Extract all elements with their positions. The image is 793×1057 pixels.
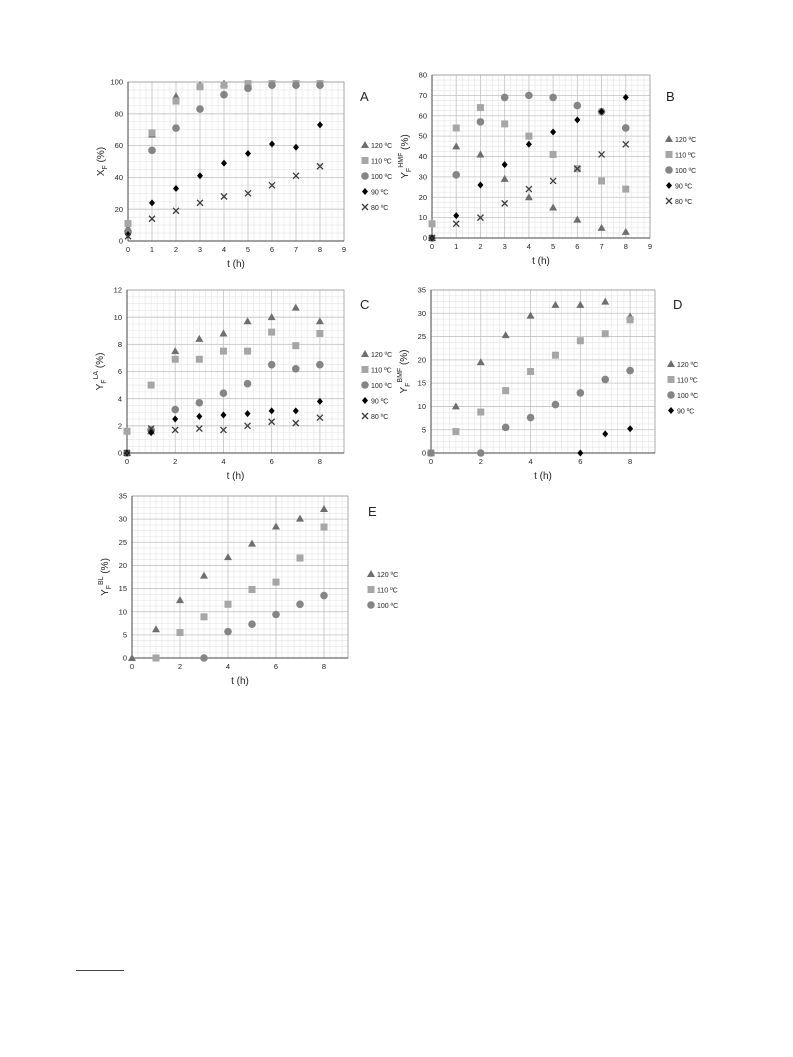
y-tick-label: 100 (110, 77, 123, 87)
data-point (598, 177, 605, 184)
data-point (550, 129, 556, 136)
data-point (268, 361, 276, 369)
legend-label: 100 ºC (371, 383, 393, 390)
data-point (551, 301, 559, 308)
data-point (574, 116, 580, 123)
data-point (317, 121, 323, 128)
legend-label: 90 ºC (371, 398, 389, 406)
legend-marker (361, 172, 369, 180)
data-point (173, 185, 179, 192)
legend-marker (667, 360, 675, 367)
y-tick-label: 60 (418, 111, 427, 121)
panel-label-d: D (673, 297, 683, 312)
y-tick-label: 8 (117, 339, 122, 349)
y-tick-label: 5 (122, 630, 127, 640)
legend-label: 80 ºC (371, 414, 389, 421)
x-tick-label: 3 (502, 242, 507, 251)
x-tick-label: 8 (623, 242, 628, 251)
data-point (220, 91, 228, 99)
data-point (316, 330, 323, 337)
data-point (316, 81, 324, 89)
y-axis-title-subscript: F (102, 165, 109, 170)
y-tick-label: 6 (117, 367, 122, 377)
data-point (316, 361, 324, 369)
data-point (502, 161, 508, 168)
legend-marker (361, 141, 369, 148)
data-point (249, 586, 256, 593)
data-point (125, 220, 132, 227)
panel-label-a: A (360, 89, 369, 104)
legend-label: 110 ºC (377, 587, 398, 595)
data-point (149, 199, 155, 206)
chart-panel-d (397, 286, 698, 482)
data-point (177, 629, 184, 636)
y-axis-title-symbol: Y (399, 386, 410, 394)
data-point (273, 579, 280, 586)
x-tick-label: 0 (129, 662, 135, 671)
data-point (429, 220, 436, 227)
y-axis-title-symbol: Y (95, 383, 106, 391)
data-point (321, 524, 328, 531)
data-point (244, 348, 251, 355)
data-point (244, 85, 252, 93)
data-point (248, 620, 256, 628)
data-point (501, 120, 508, 127)
legend-label: 100 ºC (371, 174, 393, 181)
data-point (269, 141, 275, 148)
data-point (221, 160, 227, 167)
data-point (477, 358, 485, 365)
data-point (269, 407, 275, 414)
data-point (598, 224, 606, 231)
data-point (502, 331, 510, 338)
data-point (296, 601, 304, 609)
x-tick-label: 4 (528, 457, 533, 466)
data-point (627, 425, 633, 432)
x-tick-label: 2 (478, 457, 483, 466)
y-axis-title (98, 558, 113, 596)
legend-label: 90 ºC (371, 189, 389, 197)
data-point (320, 592, 328, 600)
data-point (297, 555, 304, 562)
y-tick-label: 10 (417, 402, 426, 412)
data-point (320, 505, 328, 512)
legend-marker (362, 188, 368, 195)
legend-marker (667, 391, 675, 399)
data-point (172, 124, 180, 132)
x-axis-title: t (h) (227, 259, 245, 270)
legend-marker (362, 397, 368, 404)
x-tick-label: 8 (317, 245, 323, 254)
data-point (502, 387, 509, 394)
x-tick-label: 2 (173, 457, 178, 466)
x-tick-label: 8 (321, 662, 327, 671)
y-axis-title-unit: (%) (400, 134, 411, 153)
data-point (244, 380, 252, 388)
y-axis-title-unit: (%) (96, 146, 107, 166)
data-point (577, 337, 584, 344)
data-point (549, 203, 557, 210)
data-point (627, 316, 634, 323)
data-point (602, 430, 608, 437)
y-tick-label: 10 (113, 312, 122, 322)
panel-label-c: C (360, 297, 370, 312)
legend-label: 100 ºC (377, 603, 399, 610)
data-point (272, 611, 280, 619)
y-tick-label: 10 (418, 213, 427, 223)
x-tick-label: 5 (245, 245, 251, 254)
y-tick-label: 0 (421, 448, 426, 458)
y-axis-title-symbol: X (96, 169, 107, 177)
y-tick-label: 20 (418, 192, 427, 202)
x-tick-label: 7 (599, 242, 604, 251)
legend-marker (361, 350, 369, 357)
legend-label: 120 ºC (675, 137, 697, 144)
x-tick-label: 1 (149, 245, 155, 254)
data-point (452, 428, 459, 435)
data-point (293, 407, 299, 414)
data-point (221, 82, 228, 89)
data-point (153, 655, 160, 662)
legend-marker (668, 407, 674, 414)
x-tick-label: 9 (341, 245, 347, 254)
data-point (220, 389, 228, 397)
x-tick-label: 2 (173, 245, 179, 254)
chart-panel-a (96, 78, 392, 270)
legend-label: 120 ºC (377, 572, 399, 579)
data-point (316, 317, 324, 324)
x-tick-label: 0 (428, 457, 434, 466)
y-tick-label: 30 (418, 172, 427, 182)
x-tick-label: 6 (578, 457, 583, 466)
x-axis-title: t (h) (534, 471, 552, 482)
data-point (452, 171, 460, 179)
data-point (527, 368, 534, 375)
y-axis-title-superscript: BMF (397, 367, 404, 383)
y-tick-label: 15 (118, 584, 127, 594)
y-axis-title (398, 134, 413, 178)
y-axis-title-superscript: BL (98, 576, 105, 585)
data-point (622, 186, 629, 193)
legend-label: 110 ºC (371, 158, 392, 166)
y-tick-label: 12 (113, 285, 122, 295)
data-point (272, 523, 280, 530)
data-point (576, 301, 584, 308)
data-point (200, 654, 208, 662)
x-tick-label: 6 (575, 242, 580, 251)
data-point (452, 402, 460, 409)
data-point (201, 613, 208, 620)
y-tick-label: 40 (418, 152, 427, 162)
footnote-separator (76, 970, 124, 971)
data-point (622, 124, 630, 132)
y-tick-label: 4 (117, 394, 122, 404)
data-point (148, 147, 156, 155)
y-tick-label: 20 (417, 355, 426, 365)
legend-marker (362, 157, 369, 164)
y-axis-title-unit: (%) (399, 349, 410, 368)
data-point (245, 150, 251, 157)
data-point (171, 406, 179, 414)
legend-marker (362, 413, 368, 419)
y-tick-label: 50 (418, 131, 427, 141)
y-axis-title-unit: (%) (100, 558, 111, 577)
data-point (602, 330, 609, 337)
data-point (268, 81, 276, 89)
y-tick-label: 5 (421, 425, 426, 435)
x-tick-label: 4 (225, 662, 231, 671)
y-axis-title-unit: (%) (95, 352, 106, 371)
y-tick-label: 25 (417, 332, 426, 342)
legend-marker (367, 570, 375, 577)
data-point (196, 399, 204, 407)
y-axis-title-superscript: LA (93, 370, 100, 380)
x-tick-label: 5 (551, 242, 556, 251)
x-tick-label: 0 (124, 457, 130, 466)
data-point (525, 133, 532, 140)
data-point (501, 175, 509, 182)
data-point (552, 401, 560, 409)
data-point (245, 410, 251, 417)
x-axis-title: t (h) (226, 471, 245, 482)
legend-label: 100 ºC (675, 168, 697, 175)
data-point (601, 376, 609, 384)
data-point (574, 102, 582, 110)
y-axis-title (96, 147, 109, 176)
x-tick-label: 4 (221, 245, 227, 254)
data-point (292, 365, 300, 373)
data-point (477, 409, 484, 416)
data-point (626, 367, 634, 375)
data-point (220, 348, 227, 355)
data-point (248, 540, 256, 547)
data-point (622, 228, 630, 235)
data-point (427, 449, 435, 457)
x-tick-label: 0 (125, 245, 131, 254)
y-tick-label: 25 (118, 537, 127, 547)
x-tick-label: 6 (269, 457, 274, 466)
y-tick-label: 30 (417, 308, 426, 318)
legend-marker (362, 366, 369, 373)
data-point (292, 342, 299, 349)
data-point (200, 572, 208, 579)
y-axis-title-subscript: F (101, 379, 108, 384)
data-point (176, 596, 184, 603)
chart-panel-e (98, 492, 398, 687)
y-axis-title-symbol: Y (100, 589, 111, 596)
x-tick-label: 2 (177, 662, 183, 671)
x-tick-label: 7 (293, 245, 299, 254)
legend-label: 100 ºC (677, 393, 699, 400)
y-tick-label: 70 (418, 90, 427, 100)
legend-label: 120 ºC (677, 362, 699, 369)
data-point (549, 94, 557, 102)
data-point (196, 356, 203, 363)
x-tick-label: 8 (317, 457, 322, 466)
data-point (477, 104, 484, 111)
y-tick-label: 20 (118, 561, 127, 571)
data-point (244, 317, 252, 324)
y-tick-label: 0 (422, 233, 427, 243)
x-tick-label: 2 (478, 242, 483, 251)
data-point (224, 628, 232, 636)
y-tick-label: 60 (114, 141, 123, 151)
legend-marker (361, 381, 369, 389)
data-point (452, 142, 460, 149)
data-point (124, 428, 131, 435)
legend-label: 120 ºC (371, 143, 393, 150)
legend-label: 90 ºC (675, 183, 693, 191)
data-point (173, 98, 180, 105)
legend-marker (666, 198, 672, 204)
x-tick-label: 0 (429, 242, 435, 251)
data-point (525, 193, 533, 200)
legend-marker (668, 376, 675, 383)
data-point (292, 81, 300, 89)
y-tick-label: 0 (117, 448, 122, 458)
legend-marker (362, 204, 368, 210)
x-tick-label: 6 (273, 662, 279, 671)
x-axis-title: t (h) (532, 256, 550, 267)
data-point (453, 212, 459, 219)
y-tick-label: 35 (417, 285, 426, 295)
data-point (623, 94, 629, 101)
x-tick-label: 8 (628, 457, 633, 466)
x-tick-label: 4 (221, 457, 226, 466)
data-point (601, 298, 609, 305)
data-point (293, 144, 299, 151)
y-axis-title-superscript: HMF (398, 152, 405, 168)
data-point (526, 141, 532, 148)
legend-label: 110 ºC (371, 367, 392, 375)
legend-marker (665, 135, 673, 142)
data-point (225, 601, 232, 608)
y-axis-title (93, 353, 108, 391)
data-point (149, 129, 156, 136)
data-point (196, 105, 204, 113)
data-point (172, 416, 178, 423)
legend-label: 90 ºC (677, 408, 695, 416)
y-tick-label: 40 (114, 173, 123, 182)
y-tick-label: 15 (417, 378, 426, 388)
data-point (195, 335, 203, 342)
x-tick-label: 9 (647, 242, 653, 251)
y-tick-label: 0 (118, 236, 123, 246)
panel-label-e: E (368, 504, 377, 519)
y-tick-label: 80 (418, 70, 427, 80)
legend-label: 110 ºC (677, 377, 698, 385)
data-point (477, 449, 485, 457)
y-tick-label: 10 (118, 607, 127, 617)
data-point (477, 182, 483, 189)
data-point (477, 118, 485, 126)
data-point (552, 352, 559, 359)
legend-marker (665, 166, 673, 174)
y-axis-title-subscript: F (106, 584, 113, 590)
data-point (171, 347, 179, 354)
y-tick-label: 80 (114, 109, 123, 119)
data-point (550, 151, 557, 158)
legend-marker (368, 586, 375, 593)
y-axis-title-subscript: F (406, 167, 413, 173)
data-point (148, 382, 155, 389)
y-tick-label: 35 (118, 491, 127, 501)
x-tick-label: 1 (454, 242, 459, 251)
legend-marker (666, 182, 672, 189)
legend-marker (367, 601, 375, 609)
data-point (172, 356, 179, 363)
legend-label: 120 ºC (371, 352, 393, 359)
chart-panel-c (93, 286, 392, 482)
data-point (197, 172, 203, 179)
x-tick-label: 6 (269, 245, 275, 254)
data-point (292, 304, 300, 311)
y-tick-label: 20 (114, 204, 123, 214)
data-point (525, 92, 533, 100)
legend-label: 80 ºC (371, 205, 389, 212)
data-point (453, 124, 460, 131)
data-point (501, 94, 509, 102)
panel-label-b: B (666, 89, 675, 104)
y-tick-label: 0 (122, 653, 127, 663)
legend-marker (666, 151, 673, 158)
data-point (502, 424, 510, 432)
data-point (268, 329, 275, 336)
x-axis-title: t (h) (231, 676, 249, 687)
x-tick-label: 4 (526, 242, 531, 251)
data-point (527, 312, 535, 319)
y-axis-title-symbol: Y (400, 172, 411, 179)
chart-panel-b (398, 71, 696, 267)
legend-label: 110 ºC (675, 152, 696, 160)
x-tick-label: 3 (197, 245, 203, 254)
data-point (296, 515, 304, 522)
data-point (573, 216, 581, 223)
y-axis-title (397, 349, 412, 393)
y-tick-label: 30 (118, 514, 127, 524)
data-point (527, 414, 535, 422)
y-tick-label: 2 (117, 421, 122, 431)
data-point (268, 313, 276, 320)
y-axis-title-subscript: F (405, 382, 412, 387)
data-point (577, 389, 585, 397)
legend-label: 80 ºC (675, 199, 693, 206)
data-point (577, 450, 583, 457)
data-point (197, 83, 204, 90)
